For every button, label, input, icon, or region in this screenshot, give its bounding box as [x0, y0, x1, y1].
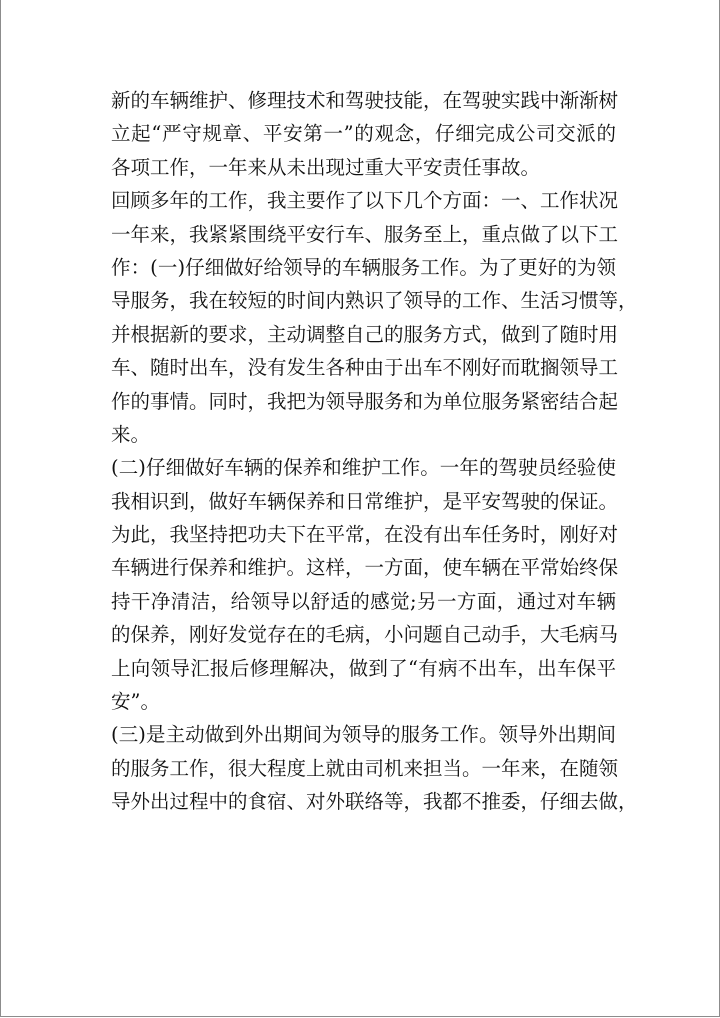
text-line: 导外出过程中的食宿、对外联络等，我都不推委，仔细去做， — [111, 790, 638, 814]
text-line: 我相识到，做好车辆保养和日常维护，是平安驾驶的保证。 — [111, 489, 619, 513]
text-line: (二)仔细做好车辆的保养和维护工作。一年的驾驶员经验使 — [111, 456, 616, 480]
text-line: 车辆进行保养和维护。这样，一方面，使车辆在平常始终保 — [111, 556, 619, 580]
text-line: 回顾多年的工作，我主要作了以下几个方面：一、工作状况 — [111, 189, 619, 213]
text-line: 导服务，我在较短的时间内熟识了领导的工作、生活习惯等， — [111, 289, 638, 313]
document-body — [111, 84, 638, 819]
text-line: 车、随时出车，没有发生各种由于出车不刚好而耽搁领导工 — [111, 356, 619, 380]
text-line: 一年来，我紧紧围绕平安行车、服务至上，重点做了以下工 — [111, 222, 619, 246]
text-line: 持干净清洁，给领导以舒适的感觉;另一方面，通过对车辆 — [111, 589, 616, 613]
text-line: 来。 — [111, 422, 151, 446]
text-line: 为此，我坚持把功夫下在平常，在没有出车任务时，刚好对 — [111, 523, 619, 547]
text-line: 的服务工作，很大程度上就由司机来担当。一年来，在随领 — [111, 756, 619, 780]
text-line: 新的车辆维护、修理技术和驾驶技能，在驾驶实践中渐渐树 — [111, 89, 619, 112]
text-line: 立起“严守规章、平安第一”的观念，仔细完成公司交派的 — [111, 122, 616, 146]
text-line: 安”。 — [111, 690, 160, 714]
text-line: 各项工作，一年来从未出现过重大平安责任事故。 — [111, 155, 541, 179]
text-line: 并根据新的要求，主动调整自己的服务方式，做到了随时用 — [111, 322, 619, 346]
text-line: 作：(一)仔细做好给领导的车辆服务工作。为了更好的为领 — [111, 255, 616, 279]
text-line: 的保养，刚好发觉存在的毛病，小问题自己动手，大毛病马 — [111, 623, 619, 647]
text-line: 作的事情。同时，我把为领导服务和为单位服务紧密结合起 — [111, 389, 619, 413]
text-line: (三)是主动做到外出期间为领导的服务工作。领导外出期间 — [111, 723, 616, 747]
text-line: 上向领导汇报后修理解决，做到了“有病不出车，出车保平 — [111, 656, 616, 680]
